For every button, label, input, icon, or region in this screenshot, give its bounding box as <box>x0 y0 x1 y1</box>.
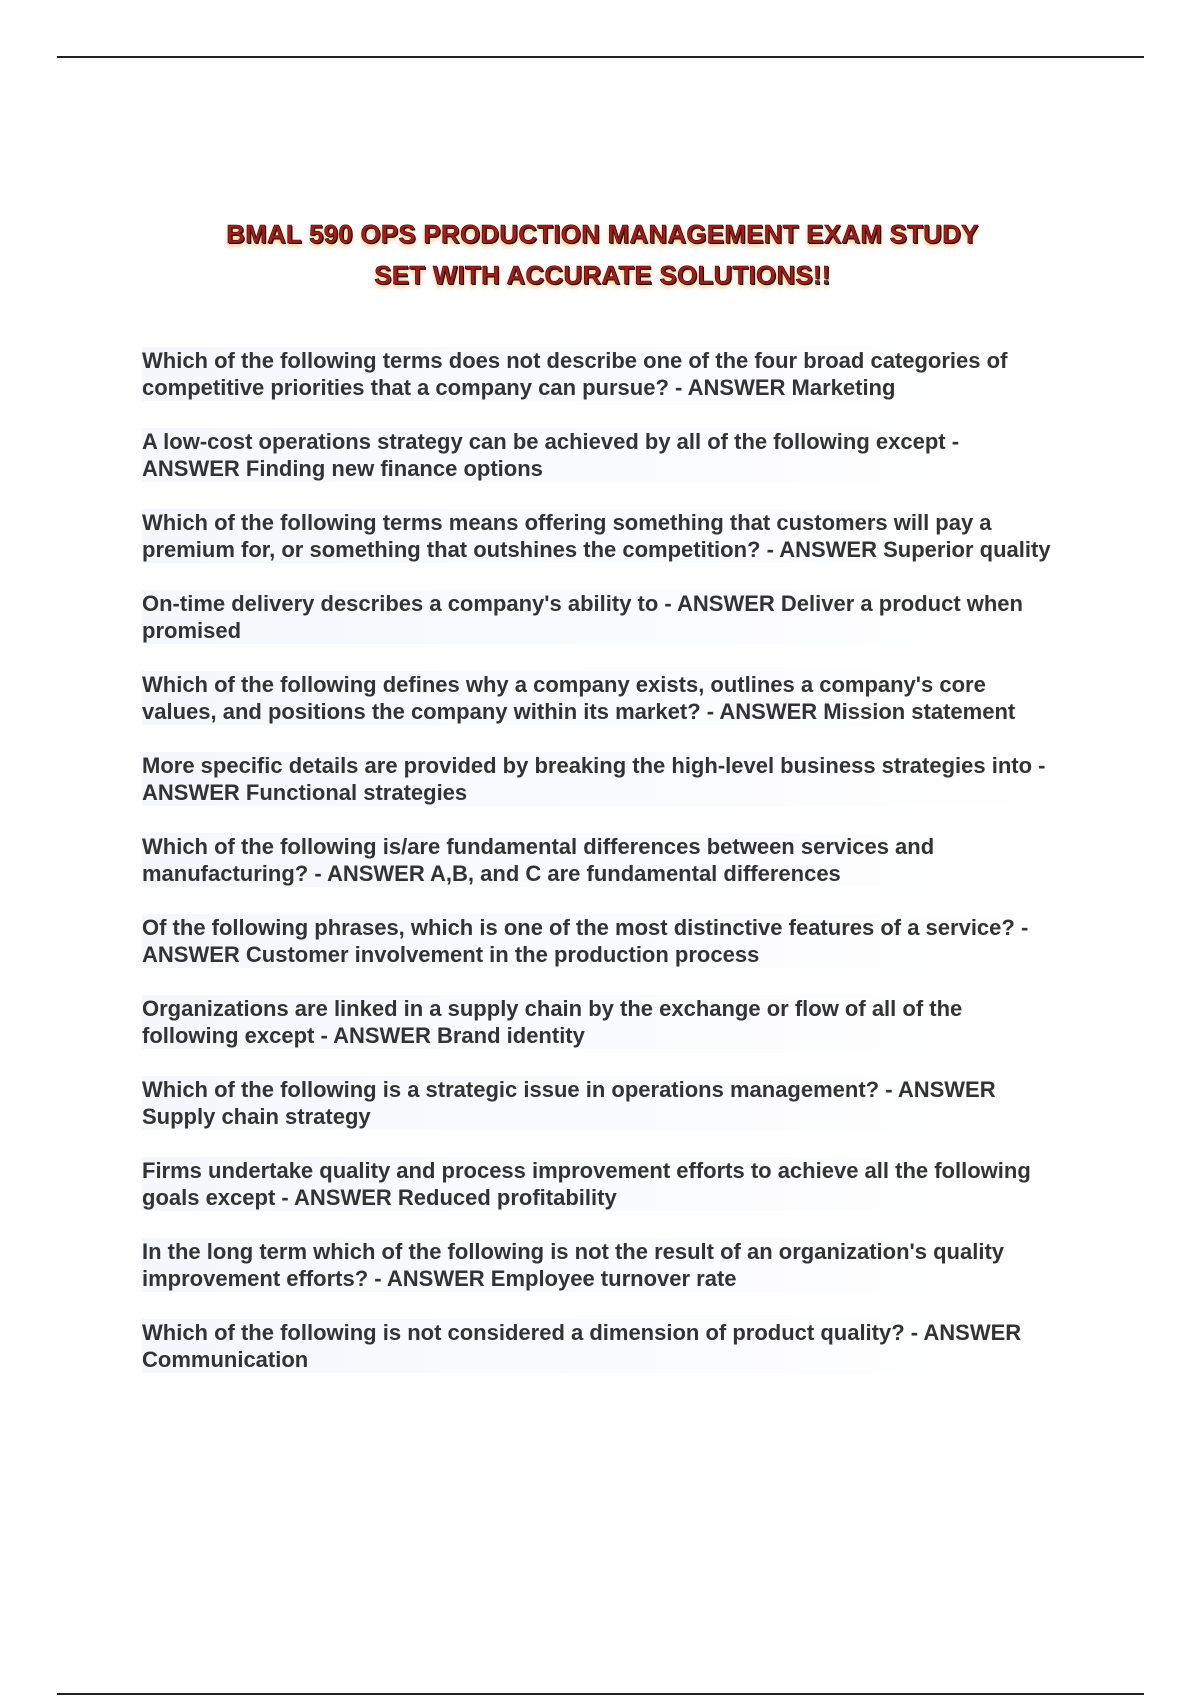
qa-item-5: Which of the following defines why a company exists, outlines a company's core values, and positions the company within its market? - ANSWER Mission statement <box>142 671 1062 725</box>
qa-item-12: In the long term which of the following is not the result of an organization's quality improvement efforts? - ANSWER Employee turnover rate <box>142 1238 1062 1292</box>
bottom-rule <box>57 1693 1144 1695</box>
qa-item-10: Which of the following is a strategic issue in operations management? - ANSWER Supply chain strategy <box>142 1076 1062 1130</box>
qa-item-4: On-time delivery describes a company's ability to - ANSWER Deliver a product when promised <box>142 590 1062 644</box>
qa-item-3: Which of the following terms means offering something that customers will pay a premium for, or something that outshines the competition? - ANSWER Superior quality <box>142 509 1062 563</box>
qa-list <box>142 347 1062 1400</box>
top-rule <box>57 56 1144 58</box>
qa-item-11: Firms undertake quality and process improvement efforts to achieve all the following goals except - ANSWER Reduced profitability <box>142 1157 1062 1211</box>
qa-item-13: Which of the following is not considered a dimension of product quality? - ANSWER Communication <box>142 1319 1062 1373</box>
qa-item-9: Organizations are linked in a supply chain by the exchange or flow of all of the following except - ANSWER Brand identity <box>142 995 1062 1049</box>
qa-item-6: More specific details are provided by breaking the high-level business strategies into - ANSWER Functional strategies <box>142 752 1062 806</box>
title-line-1: BMAL 590 OPS PRODUCTION MANAGEMENT EXAM STUDY <box>226 219 979 249</box>
document-title <box>110 214 1095 296</box>
qa-item-2: A low-cost operations strategy can be achieved by all of the following except - ANSWER Finding new finance options <box>142 428 1062 482</box>
qa-item-8: Of the following phrases, which is one of the most distinctive features of a service? - ANSWER Customer involvement in the production process <box>142 914 1062 968</box>
qa-item-7: Which of the following is/are fundamental differences between services and manufacturing? - ANSWER A,B, and C are fundamental differences <box>142 833 1062 887</box>
title-line-2: SET WITH ACCURATE SOLUTIONS!! <box>374 260 831 290</box>
qa-item-1: Which of the following terms does not describe one of the four broad categories of competitive priorities that a company can pursue? - ANSWER Marketing <box>142 347 1062 401</box>
